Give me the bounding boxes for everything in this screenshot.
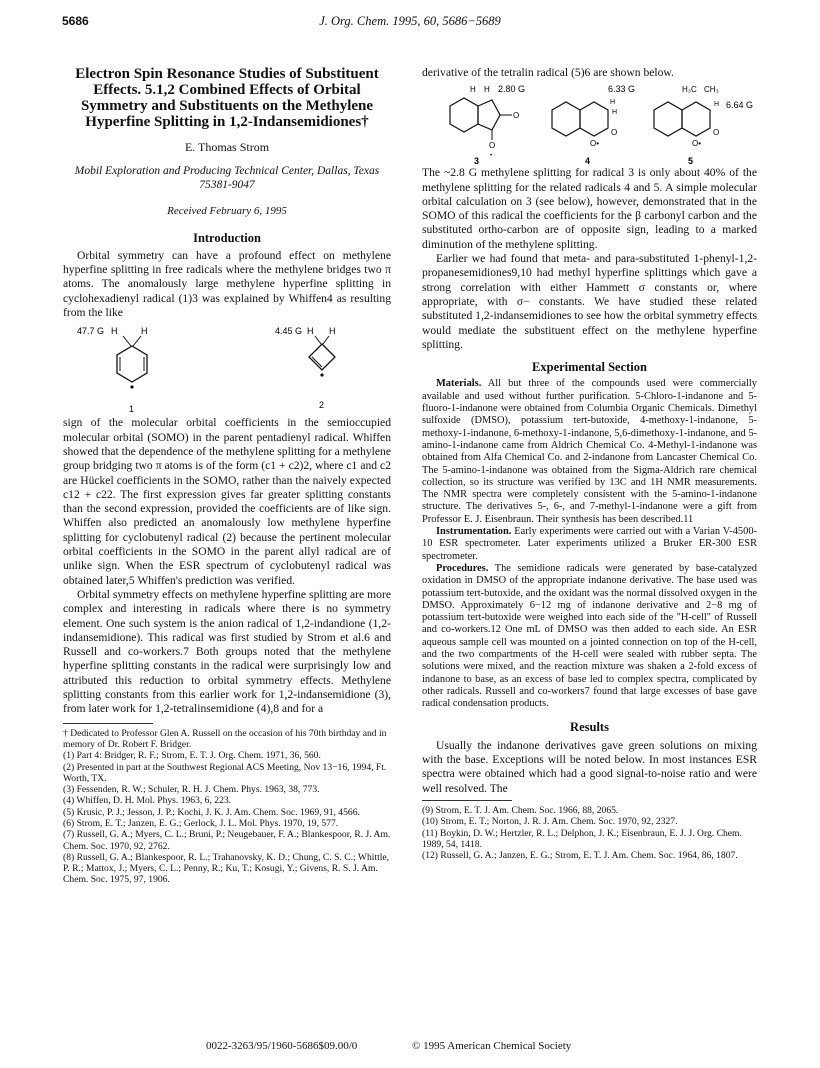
left-column: [63, 66, 391, 886]
procedures-text: The semidione radicals were generated by base-catalyzed oxidation in DMSO of the appropriate indanone derivative. The base used was potassium tert-butoxide, and the oxidant was the normal dissolved oxygen in the DMSO. Approximately 6−12 mg of indanone derivative and 2−8 mg of potassium tert-butoxide were weighed into each side of the "H-cell" of Russell and co-workers.12 One mL of DMSO was then added to each side. An ESR aqueous sample cell was mounted on a jointed connection on top of the H-cell, and the two compartments of the H-cell were sealed with rubber septa. The solutions were mixed, and the reaction mixture was shaken a 2-fold excess of indanone to base, as an excess of base led to complex spectra, complicated by other radicals. Russell and co-workers7 found that large excesses of base gave radical condensation products.: [422, 562, 757, 710]
structure-label-3: 3: [474, 156, 480, 167]
right-column: [422, 66, 757, 861]
structures-1-2: [63, 320, 391, 416]
svg-text:H: H: [484, 85, 490, 95]
materials-text: All but three of the compounds used were commercially available and used without further purification. 5-Chloro-1-indanone and 5-fluoro-1-indanone were obtained from Columbia Organic Chemicals. Dimethyl sulfoxide (DMSO), potassium tert-butoxide, 4-methoxy-1-indanone, 5-methoxy-1-indanone, 6-methoxy-1-indanone, 5,6-dimethoxy-1-indanone, and 5-amino-1-indanone came from Aldrich Chemical Co. 4-Methyl-1-indanone was obtained from Alfa Chemical Co. and 2-indanone from Lancaster Chemical Co. The 5-amino-1-indanone was obtained from the Sigma-Aldrich rare chemical collection, so its structure was verified by 13C and 1H NMR measurements. The NMR spectra were completely consistent with the 5-amino-1-indanone structure. The derivatives 5-, 6-, and 7-methyl-1-indanone were a gift from Professor E. J. Eisenbraun. Their synthesis has been described.11: [422, 378, 757, 525]
instrumentation-label: Instrumentation.: [436, 526, 512, 538]
section-heading-introduction: Introduction: [193, 230, 261, 245]
svg-text:O: O: [611, 128, 618, 138]
footnote: (10) Strom, E. T.; Norton, J. R. J. Am. Chem. Soc. 1970, 92, 2327.: [422, 816, 678, 828]
svg-text:O: O: [713, 128, 720, 138]
structure-label-1: 1: [129, 404, 135, 415]
svg-text:•: •: [490, 153, 493, 160]
article-title: Electron Spin Resonance Studies of Substituent Effects. 5.1,2 Combined Effects of Orbital Symmetry and Substituents on the Methylene Hyperfine Splitting in 1,2-Indansemidiones†: [75, 66, 379, 130]
footnote: (4) Whiffen, D. H. Mol. Phys. 1963, 6, 223.: [63, 795, 232, 807]
splitting-3: 2.80 G: [498, 84, 526, 95]
splitting-2: 4.45 G: [275, 326, 303, 337]
author: E. Thomas Strom: [184, 140, 270, 154]
footnote: (8) Russell, G. A.; Blankespoor, R. L.; Trahanovsky, K. D.; Chung, C. S. C.; Whittle, P. R.; Mattox, J.; Myers, C. L.; Penny, R.; Ku, T.; Kosugi, Y.; Givens, R. S. J. Am. Chem. Soc. 1975, 97, 1906.: [63, 851, 390, 886]
materials-label: Materials.: [436, 378, 482, 390]
footnote: (9) Strom, E. T. J. Am. Chem. Soc. 1966, 88, 2065.: [422, 804, 619, 816]
svg-text:O: O: [513, 111, 520, 121]
svg-text:H: H: [307, 326, 314, 337]
structure-3: [450, 84, 525, 166]
page-number: 5686: [62, 14, 89, 28]
results-paragraph: Usually the indanone derivatives gave green solutions on mixing with the base. Exceptions will be noted below. In most instances ESR spectra were obtained which had a good signal-to-noise ratio and were well resolved. The: [422, 738, 757, 795]
svg-text:O•: O•: [692, 139, 702, 149]
journal-citation: J. Org. Chem. 1995, 60, 5686−5689: [319, 14, 501, 28]
footnote: (2) Presented in part at the Southwest Regional ACS Meeting, Nov 13−16, 1994, Ft. Worth, TX.: [63, 761, 387, 784]
footnote: (11) Boykin, D. W.; Hertzler, R. L.; Delphon, J. K.; Eisenbraun, E. J. J. Org. Chem. 1989, 54, 1418.: [422, 827, 742, 850]
structure-label-4: 4: [585, 156, 591, 167]
svg-text:H: H: [612, 109, 618, 117]
footnote: (1) Part 4: Bridger, R. F.; Strom, E. T. J. Org. Chem. 1971, 36, 560.: [63, 750, 321, 762]
right-paragraph-1: The ~2.8 G methylene splitting for radical 3 is only about 40% of the methylene splitting for the related radicals 4 and 5. A simple molecular orbital calculation on 3 (see below), however, demonstrated that in the SOMO of this radical the coefficients for the β carbonyl carbon and the substituted ortho-carbon are of opposite sign, leading to a marked diminution of the methylene splitting.: [422, 166, 757, 251]
svg-text:O•: O•: [590, 139, 600, 149]
received-date: Received February 6, 1995: [167, 205, 287, 218]
svg-text:H: H: [470, 85, 476, 95]
footnotes-right: [422, 805, 757, 861]
running-header: [62, 14, 758, 32]
instrumentation-paragraph: [422, 526, 757, 563]
intro-paragraph-1: Orbital symmetry can have a profound effect on methylene hyperfine splitting in free radicals where the methylene bridges two π atoms. The anomalously large methylene hyperfine splitting in cyclohexadienyl radical (1)3 was explained by Whiffen4 as resulting from the like: [63, 248, 391, 320]
footnotes-left: [63, 728, 391, 886]
svg-text:H₃C: H₃C: [682, 85, 697, 95]
footnote: (7) Russell, G. A.; Myers, C. L.; Bruni, P.; Neugebauer, F. A.; Blankespoor, R. J. Am. Chem. Soc. 1970, 92, 2762.: [63, 829, 391, 852]
structure-4: [552, 84, 635, 166]
svg-text:H: H: [610, 99, 616, 107]
svg-text:H: H: [141, 326, 148, 337]
splitting-5: 6.64 G: [726, 100, 754, 111]
structures-3-4-5: [422, 80, 757, 166]
svg-text:O: O: [489, 141, 496, 151]
svg-text:CH₃: CH₃: [704, 85, 719, 95]
intro-paragraph-1-continued: sign of the molecular orbital coefficients in the semioccupied molecular orbital (SOMO) in the parent pentadienyl radical. Whiffen showed that the dependence of the methylene splitting for a methylene group bridging two π atoms is of the form (c1 + c2)2, where c1 and c2 are Hückel coefficients in the SOMO, rather than the naively expected c12 + c22. The first expression gives far greater splitting constants than the second expression, provided the coefficients are of like sign. Whiffen also predicted an anomalously low methylene hyperfine splitting for cyclobutenyl radical (2) because the pertinent molecular orbital coefficients in the SOMO in the parent allyl radical are of unlike sign. When the ESR spectrum of cyclobutenyl radical was obtained later,5 Whiffen's prediction was verified.: [63, 416, 391, 587]
structure-label-2: 2: [319, 400, 325, 411]
structure-5: [654, 85, 753, 166]
footnote: (5) Krusic, P. J.; Jesson, J. P.; Kochi, J. K. J. Am. Chem. Soc. 1969, 91, 4566.: [63, 806, 360, 818]
issn-line: 0022-3263/95/1960-5686$09.00/0: [206, 1040, 358, 1052]
materials-paragraph: [422, 378, 757, 526]
svg-text:H: H: [111, 326, 118, 337]
svg-text:H: H: [714, 101, 720, 109]
right-paragraph-2: Earlier we had found that meta- and para-substituted 1-phenyl-1,2-propanesemidiones9,10 had methyl hyperfine splittings which gave a strong correlation with either Hammett σ constants or, where appropriate, with σ− constants. We have studied these related substituted 1,2-indansemidiones to see how the orbital symmetry effects would mediate the substituent effect on the methylene hyperfine splitting.: [422, 252, 757, 351]
structure-2: [275, 326, 336, 410]
procedures-label: Procedures.: [436, 562, 489, 574]
affiliation: Mobil Exploration and Producing Technical Center, Dallas, Texas 75381-9047: [74, 165, 380, 192]
footnote: (6) Strom, E. T.; Janzen, E. G.; Gerlock, J. L. Mol. Phys. 1970, 19, 577.: [63, 817, 339, 829]
splitting-4: 6.33 G: [608, 84, 636, 95]
footnote: † Dedicated to Professor Glen A. Russell on the occasion of his 70th birthday and in memory of Dr. Robert F. Bridger.: [63, 727, 387, 750]
footnote: (3) Fessenden, R. W.; Schuler, R. H. J. Chem. Phys. 1963, 38, 773.: [63, 784, 320, 796]
footnote-rule-right: [422, 800, 512, 801]
copyright-line: © 1995 American Chemical Society: [412, 1040, 572, 1052]
footnote-rule: [63, 723, 153, 724]
structure-1: [77, 326, 148, 414]
procedures-paragraph: [422, 563, 757, 711]
intro-paragraph-2: Orbital symmetry effects on methylene hyperfine splitting are more complex and interesting in radicals where there is no symmetry element. One such system is the anion radical of 1,2-indandione (1,2-indansemidione). This radical was first studied by Strom et al.6 and Russell and co-workers.7 Both groups noted that the methylene hyperfine splitting constants in the radical were surprisingly low and attributed this reduction to orbital symmetry effects. Methylene splitting constants from this earlier work for 1,2-indansemidione (3), from later work for 1,2-tetralinsemidione (4),8 and for a: [63, 587, 391, 716]
svg-text:H: H: [329, 326, 336, 337]
section-heading-experimental: Experimental Section: [532, 360, 647, 375]
splitting-1: 47.7 G: [77, 326, 105, 337]
footnote: (12) Russell, G. A.; Janzen, E. G.; Strom, E. T. J. Am. Chem. Soc. 1964, 86, 1807.: [422, 850, 738, 862]
instrumentation-text: Early experiments were carried out with a Varian V-4500-10 ESR spectrometer. Later experiments utilized a Bruker ER-300 ESR spectrometer.: [422, 526, 757, 562]
structure-label-5: 5: [688, 156, 694, 167]
right-intro-line: derivative of the tetralin radical (5)6 are shown below.: [422, 66, 674, 79]
section-heading-results: Results: [570, 720, 609, 735]
